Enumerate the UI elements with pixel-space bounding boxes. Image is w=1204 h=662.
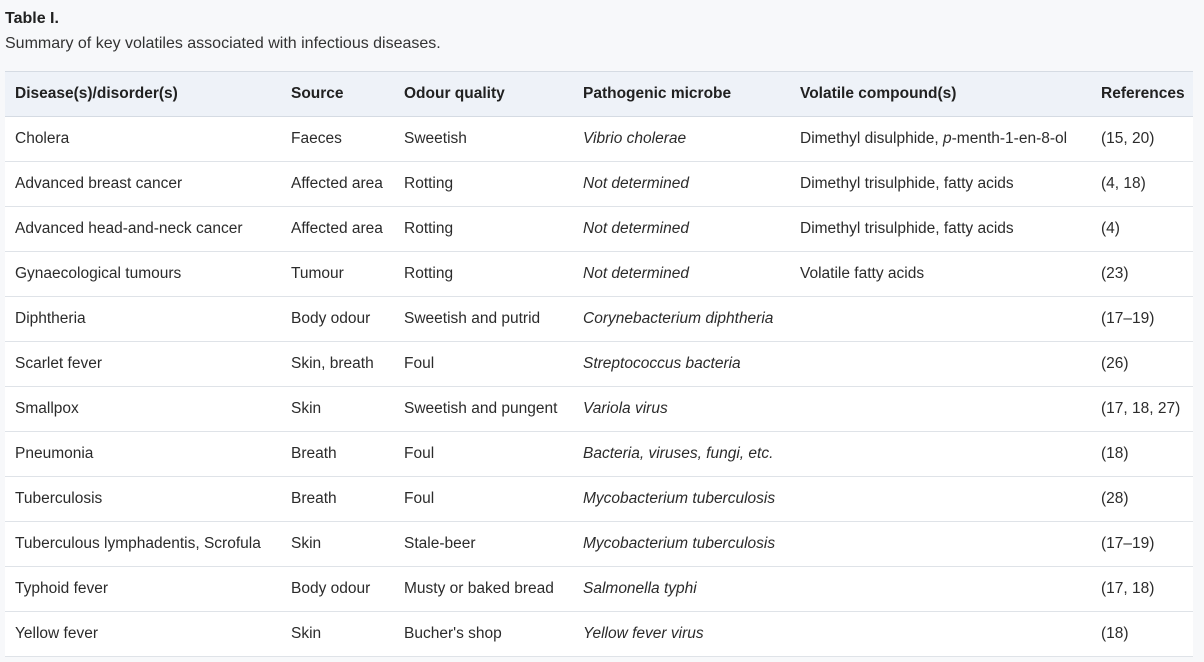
cell-volatile-compounds [790, 297, 1091, 342]
table-title: Table I. [5, 10, 59, 27]
cell-volatile-compounds [790, 342, 1091, 387]
table-row [5, 477, 1193, 522]
cell-disease: Yellow fever [5, 612, 281, 657]
cell-volatile-compounds [790, 477, 1091, 522]
cell-odour-quality: Sweetish and pungent [394, 387, 573, 432]
table-row [5, 117, 1193, 162]
compound-text: Dimethyl trisulphide, fatty acids [800, 220, 1014, 237]
cell-references: (15, 20) [1091, 117, 1193, 162]
cell-volatile-compounds [790, 612, 1091, 657]
compound-text: Dimethyl trisulphide, fatty acids [800, 175, 1014, 192]
cell-odour-quality: Rotting [394, 207, 573, 252]
cell-pathogenic-microbe: Bacteria, viruses, fungi, etc. [573, 432, 790, 477]
table-body [5, 117, 1193, 657]
header-references: References [1091, 72, 1193, 117]
cell-pathogenic-microbe: Streptococcus bacteria [573, 342, 790, 387]
table-row [5, 297, 1193, 342]
cell-disease: Tuberculous lymphadentis, Scrofula [5, 522, 281, 567]
table-row [5, 612, 1193, 657]
cell-odour-quality: Sweetish and putrid [394, 297, 573, 342]
cell-source: Breath [281, 477, 394, 522]
cell-pathogenic-microbe: Salmonella typhi [573, 567, 790, 612]
cell-odour-quality: Stale-beer [394, 522, 573, 567]
cell-odour-quality: Foul [394, 477, 573, 522]
cell-references: (17, 18) [1091, 567, 1193, 612]
cell-pathogenic-microbe: Not determined [573, 252, 790, 297]
cell-references: (4, 18) [1091, 162, 1193, 207]
cell-disease: Cholera [5, 117, 281, 162]
table-row [5, 387, 1193, 432]
cell-odour-quality: Sweetish [394, 117, 573, 162]
compound-text: Volatile fatty acids [800, 265, 925, 282]
cell-source: Skin [281, 612, 394, 657]
cell-odour-quality: Foul [394, 342, 573, 387]
cell-source: Tumour [281, 252, 394, 297]
cell-source: Body odour [281, 297, 394, 342]
cell-source: Skin [281, 522, 394, 567]
cell-source: Skin, breath [281, 342, 394, 387]
header-disease: Disease(s)/disorder(s) [5, 72, 281, 117]
cell-references: (4) [1091, 207, 1193, 252]
cell-disease: Advanced breast cancer [5, 162, 281, 207]
cell-source: Body odour [281, 567, 394, 612]
header-volatile-compounds: Volatile compound(s) [790, 72, 1091, 117]
table-row [5, 432, 1193, 477]
cell-pathogenic-microbe: Corynebacterium diphtheria [573, 297, 790, 342]
cell-source: Breath [281, 432, 394, 477]
cell-pathogenic-microbe: Not determined [573, 162, 790, 207]
cell-references: (18) [1091, 612, 1193, 657]
cell-pathogenic-microbe: Mycobacterium tuberculosis [573, 522, 790, 567]
cell-source: Affected area [281, 162, 394, 207]
cell-volatile-compounds [790, 207, 1091, 252]
cell-volatile-compounds [790, 567, 1091, 612]
compound-text: Dimethyl disulphide, [800, 130, 944, 147]
cell-references: (17, 18, 27) [1091, 387, 1193, 432]
table-row [5, 522, 1193, 567]
cell-references: (17–19) [1091, 297, 1193, 342]
cell-references: (28) [1091, 477, 1193, 522]
cell-disease: Advanced head-and-neck cancer [5, 207, 281, 252]
cell-disease: Scarlet fever [5, 342, 281, 387]
table-row [5, 207, 1193, 252]
cell-volatile-compounds [790, 522, 1091, 567]
table-caption: Summary of key volatiles associated with infectious diseases. [5, 35, 441, 52]
volatiles-table [5, 71, 1193, 657]
cell-disease: Typhoid fever [5, 567, 281, 612]
cell-volatile-compounds [790, 252, 1091, 297]
cell-pathogenic-microbe: Variola virus [573, 387, 790, 432]
cell-references: (26) [1091, 342, 1193, 387]
compound-text-suffix: -menth-1-en-8-ol [951, 130, 1068, 147]
cell-volatile-compounds [790, 387, 1091, 432]
cell-disease: Pneumonia [5, 432, 281, 477]
cell-odour-quality: Rotting [394, 252, 573, 297]
table-wrapper [5, 8, 1193, 657]
cell-disease: Smallpox [5, 387, 281, 432]
compound-italic-text: p [943, 130, 952, 147]
cell-references: (23) [1091, 252, 1193, 297]
cell-volatile-compounds [790, 432, 1091, 477]
cell-source: Affected area [281, 207, 394, 252]
cell-pathogenic-microbe: Yellow fever virus [573, 612, 790, 657]
table-row [5, 567, 1193, 612]
cell-disease: Gynaecological tumours [5, 252, 281, 297]
cell-odour-quality: Foul [394, 432, 573, 477]
cell-pathogenic-microbe: Mycobacterium tuberculosis [573, 477, 790, 522]
cell-disease: Diphtheria [5, 297, 281, 342]
cell-volatile-compounds [790, 162, 1091, 207]
cell-volatile-compounds [790, 117, 1091, 162]
table-header-row [5, 72, 1193, 117]
table-row [5, 342, 1193, 387]
table-row [5, 252, 1193, 297]
table-row [5, 162, 1193, 207]
cell-references: (17–19) [1091, 522, 1193, 567]
cell-odour-quality: Bucher's shop [394, 612, 573, 657]
cell-source: Skin [281, 387, 394, 432]
cell-references: (18) [1091, 432, 1193, 477]
header-pathogenic-microbe: Pathogenic microbe [573, 72, 790, 117]
header-odour-quality: Odour quality [394, 72, 573, 117]
cell-disease: Tuberculosis [5, 477, 281, 522]
cell-pathogenic-microbe: Not determined [573, 207, 790, 252]
cell-source: Faeces [281, 117, 394, 162]
cell-odour-quality: Musty or baked bread [394, 567, 573, 612]
cell-pathogenic-microbe: Vibrio cholerae [573, 117, 790, 162]
header-source: Source [281, 72, 394, 117]
cell-odour-quality: Rotting [394, 162, 573, 207]
